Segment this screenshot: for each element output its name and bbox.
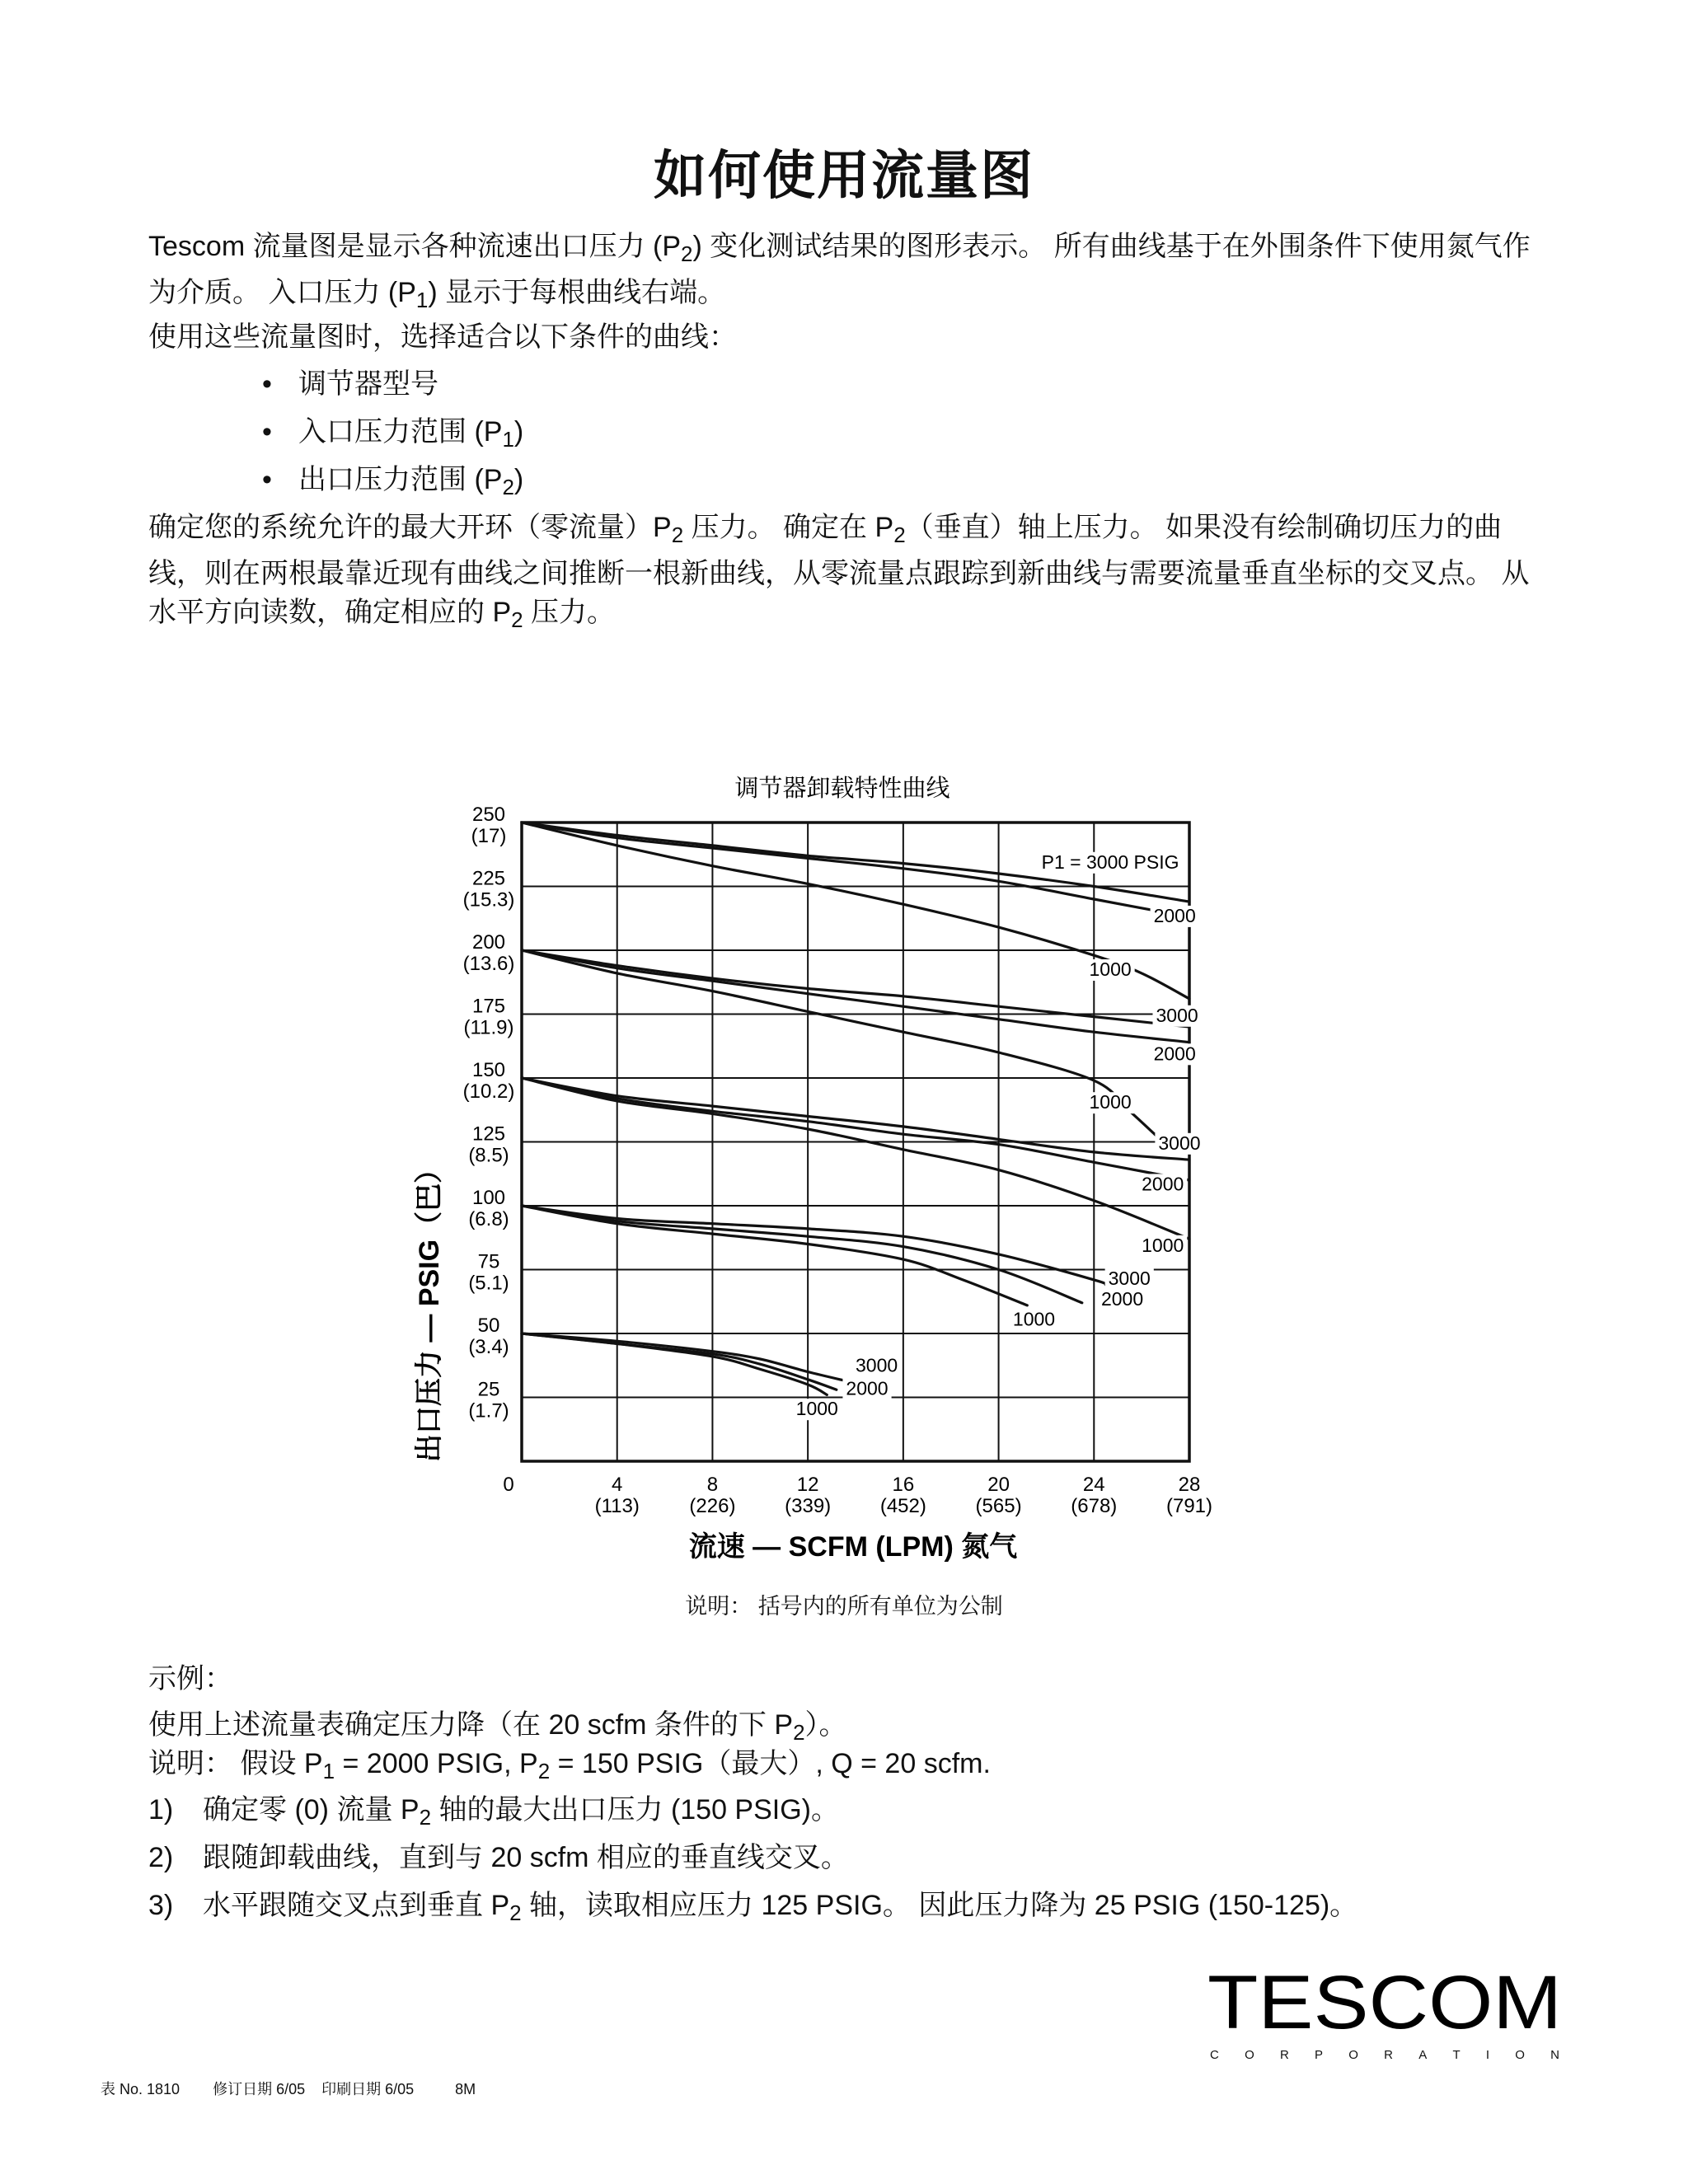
step-number: 2) <box>148 1842 174 1873</box>
step-text: 轴，读取相应压力 125 PSIG。 因此压力降为 25 PSIG (150-125)。 <box>521 1890 1358 1921</box>
y-tick-label: 175 <box>471 995 506 1018</box>
x-tick-label-metric: (565) <box>975 1495 1022 1517</box>
intro-text: 压力。 <box>523 597 616 628</box>
bullet-text-tail: ) <box>513 464 524 495</box>
intro-paragraph-2: 使用这些流量图时，选择适合以下条件的曲线： <box>148 321 737 353</box>
x-tick-label: 28 <box>1178 1474 1201 1496</box>
series-label: 3000 <box>1158 1132 1201 1154</box>
tescom-logo <box>1207 1964 1562 2038</box>
y-tick-label: 100 <box>471 1187 506 1209</box>
step-number: 1) <box>148 1794 174 1825</box>
logo-subtitle-letter: T <box>1452 2048 1461 2062</box>
x-tick-label-metric: (113) <box>594 1495 640 1517</box>
y-tick-label-metric: (17) <box>471 825 507 847</box>
series-label: 2000 <box>1142 1173 1184 1195</box>
logo-subtitle-letter: N <box>1550 2048 1559 2062</box>
step-text: 轴的最大出口压力 (150 PSIG)。 <box>431 1794 840 1825</box>
example-text: ）。 <box>804 1709 847 1741</box>
page-footer: 表 No. 1810 修订日期 6/05 印刷日期 6/05 8M <box>101 2081 476 2097</box>
subscript: 2 <box>793 1720 805 1745</box>
series-label: 2000 <box>1100 1287 1144 1310</box>
intro-paragraph-1 <box>148 227 1533 320</box>
x-tick-label-metric: (226) <box>689 1495 736 1517</box>
y-tick-label-metric: (15.3) <box>462 888 515 912</box>
series-line <box>522 1333 837 1390</box>
y-tick-label: 25 <box>477 1378 500 1401</box>
logo-subtitle-letter: R <box>1279 2048 1289 2062</box>
example-step <box>148 1791 839 1837</box>
y-axis-label: 出口压力 — PSIG（巴） <box>414 1155 445 1463</box>
example-step <box>148 1839 849 1885</box>
logo-subtitle-letter: O <box>1245 2048 1254 2062</box>
page-title: 如何使用流量图 <box>654 146 1034 205</box>
series-label: 1000 <box>1142 1234 1184 1256</box>
logo-subtitle-letter: I <box>1485 2048 1489 2062</box>
x-axis-label: 流速 — SCFM (LPM) 氮气 <box>688 1531 1018 1563</box>
series-label: 3000 <box>1156 1004 1198 1026</box>
logo-subtitle-letter: A <box>1418 2048 1428 2062</box>
series-line <box>522 950 1165 1145</box>
step-number: 3) <box>148 1890 174 1921</box>
intro-text: ) 变化测试结果的图形表示。 所有曲线基于在外围条件下使用氮气作为介质。 入口压力 (P <box>148 231 1531 308</box>
logo-subtitle-letter: C <box>1210 2048 1219 2062</box>
subscript: 1 <box>502 427 514 452</box>
series-label: 2000 <box>1153 1043 1196 1065</box>
intro-text: （垂直）轴上压力。 如果没有绘制确切压力的曲线，则在两根最靠近现有曲线之间推断一根新曲线，从零流量点跟踪到新曲线与需要流量垂直坐标的交叉点。 从水平方向读数，确定相应的 P <box>148 512 1530 628</box>
subscript: 2 <box>502 475 514 499</box>
subscript: 1 <box>415 288 429 312</box>
example-text: 使用上述流量表确定压力降（在 20 scfm 条件的下 P <box>148 1709 794 1741</box>
y-tick-label: 150 <box>471 1059 506 1081</box>
series-line <box>522 1078 1189 1160</box>
bullet-icon: • <box>262 416 272 448</box>
y-tick-label-metric: (3.4) <box>468 1336 509 1358</box>
y-tick-label: 50 <box>477 1315 500 1337</box>
bullet-item <box>262 413 523 459</box>
x-tick-label: 8 <box>706 1474 719 1496</box>
intro-text: 确定您的系统允许的最大开环（零流量）P <box>148 512 672 543</box>
y-tick-label-metric: (5.1) <box>468 1272 509 1295</box>
series-label: 2000 <box>846 1377 889 1399</box>
series-label: 3000 <box>856 1354 898 1376</box>
step-text: 跟随卸载曲线，直到与 20 scfm 相应的垂直线交叉。 <box>203 1842 849 1873</box>
example-text: 说明： 假设 P <box>148 1748 323 1779</box>
x-tick-label: 16 <box>892 1474 915 1496</box>
y-tick-label: 75 <box>477 1250 500 1273</box>
y-tick-label-metric: (13.6) <box>462 953 515 975</box>
y-tick-label-metric: (1.7) <box>468 1399 509 1422</box>
bullet-text-tail: ) <box>513 416 524 448</box>
example-heading: 示例： <box>148 1663 232 1694</box>
example-line <box>148 1745 991 1791</box>
example-text: = 2000 PSIG, P <box>335 1748 538 1779</box>
x-tick-label: 12 <box>796 1474 819 1496</box>
y-tick-label-metric: (8.5) <box>468 1144 509 1167</box>
y-tick-label: 225 <box>471 867 506 890</box>
chart-note: 说明： 括号内的所有单位为公制 <box>685 1594 1003 1619</box>
flow-chart <box>0 742 1688 1607</box>
logo-subtitle-letter: R <box>1384 2048 1393 2062</box>
series-label: 1000 <box>795 1398 838 1420</box>
logo-subtitle <box>1210 2048 1559 2062</box>
bullet-icon: • <box>262 368 272 400</box>
series-label: 1000 <box>1012 1308 1056 1330</box>
step-text: 水平跟随交叉点到垂直 P <box>203 1890 510 1921</box>
bullet-text: 出口压力范围 (P <box>298 464 503 495</box>
chart-title: 调节器卸载特性曲线 <box>734 776 950 802</box>
logo-wordmark: TESCOM <box>1207 1964 1562 2038</box>
subscript: 1 <box>322 1759 335 1783</box>
series-label: 3000 <box>1108 1268 1151 1290</box>
bullet-item <box>262 365 438 411</box>
subscript: 2 <box>511 607 523 632</box>
bullet-text: 调节器型号 <box>298 368 438 400</box>
example-step <box>148 1886 1357 1933</box>
bullet-text: 入口压力范围 (P <box>298 416 503 448</box>
series-line <box>522 1333 851 1382</box>
x-tick-label: 24 <box>1082 1474 1105 1496</box>
y-tick-label-metric: (6.8) <box>468 1208 509 1230</box>
series-label: 1000 <box>1089 1091 1132 1113</box>
subscript: 2 <box>509 1900 522 1925</box>
x-tick-label: 0 <box>503 1474 514 1496</box>
step-text: 确定零 (0) 流量 P <box>203 1794 420 1825</box>
series-label: 2000 <box>1153 904 1196 926</box>
series-label: P1 = 3000 PSIG <box>1041 851 1179 873</box>
subscript: 2 <box>681 241 693 266</box>
logo-subtitle-letter: O <box>1515 2048 1525 2062</box>
subscript: 2 <box>537 1759 551 1783</box>
intro-paragraph-3 <box>148 509 1533 640</box>
x-tick-label-metric: (678) <box>1071 1495 1118 1517</box>
bullet-item <box>262 461 523 507</box>
logo-subtitle-letter: O <box>1348 2048 1358 2062</box>
subscript: 2 <box>419 1805 432 1830</box>
x-tick-label-metric: (339) <box>785 1495 832 1517</box>
logo-subtitle-letter: P <box>1315 2048 1324 2062</box>
y-tick-label-metric: (11.9) <box>463 1016 514 1039</box>
y-tick-label: 200 <box>471 931 506 954</box>
x-tick-label: 4 <box>612 1474 623 1496</box>
intro-text: ) 显示于每根曲线右端。 <box>428 277 726 308</box>
x-tick-label-metric: (452) <box>879 1495 926 1517</box>
x-tick-label: 20 <box>987 1474 1010 1496</box>
y-tick-label: 125 <box>471 1122 506 1146</box>
intro-text: Tescom 流量图是显示各种流速出口压力 (P <box>148 231 682 262</box>
bullet-icon: • <box>262 464 272 495</box>
x-tick-label-metric: (791) <box>1165 1495 1213 1517</box>
subscript: 2 <box>671 523 684 547</box>
intro-text: 压力。 确定在 P <box>683 512 894 543</box>
series-label: 1000 <box>1089 958 1132 980</box>
subscript: 2 <box>893 523 906 547</box>
example-text: = 150 PSIG（最大）, Q = 20 scfm. <box>550 1748 991 1779</box>
y-tick-label: 250 <box>471 804 506 826</box>
y-tick-label-metric: (10.2) <box>462 1080 515 1103</box>
